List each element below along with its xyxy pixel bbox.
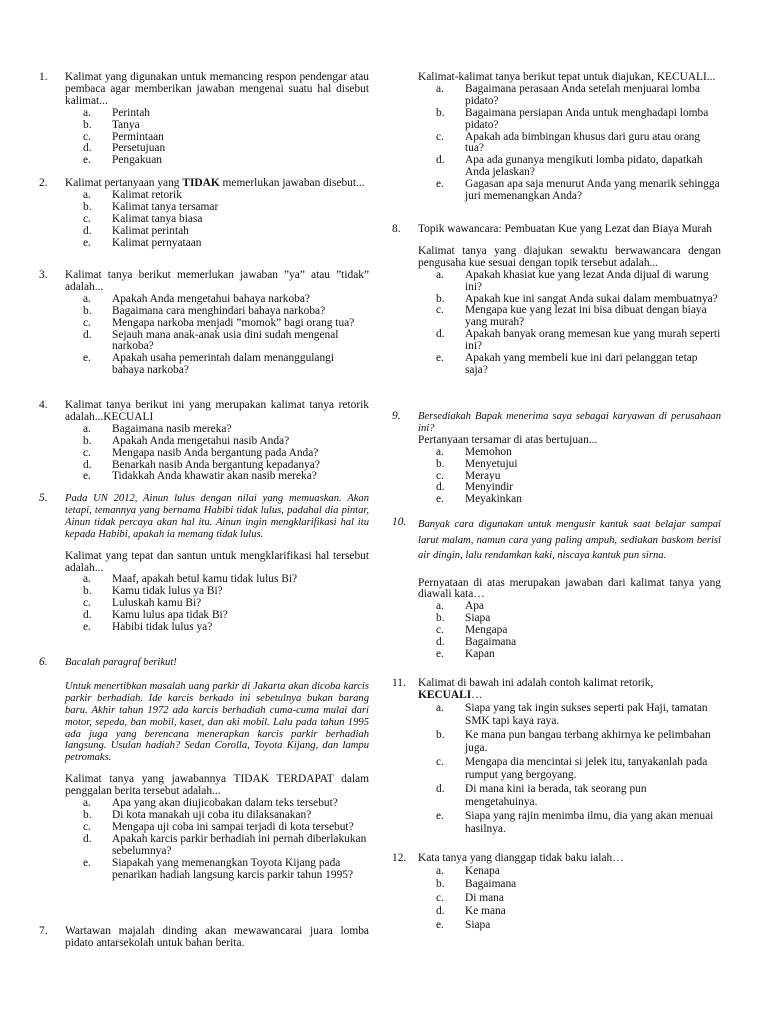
passage-text: Pada UN 2012, Ainun lulus dengan nilai yang memuaskan. Akan tetapi, temannya yang bernama Habibi tidak lulus, padahal dia pintar, Ainun tidak percaya akan hal itu. Ainun ingin mengklarifikasi hal itu kepada Habibi, apakah ia memang tidak lulus. bbox=[65, 493, 369, 540]
question-text: Kalimat tanya yang jawabannya TIDAK TERDAPAT dalam penggalan berita tersebut adalah... bbox=[65, 773, 369, 798]
option-c: c. Apakah ada bimbingan khusus dari guru atau orang tua? bbox=[436, 130, 701, 155]
option-c: c. Permintaan bbox=[83, 130, 164, 143]
question-3 bbox=[39, 270, 369, 377]
options-list bbox=[83, 294, 369, 377]
question-number: 6. bbox=[39, 656, 48, 668]
question-number: 4. bbox=[39, 399, 48, 411]
option-d: d. Persetujuan bbox=[83, 142, 166, 155]
option-e: e. Pengakuan bbox=[83, 154, 162, 167]
option-c: c. Mengapa kue yang lezat ini bisa dibuat dengan biaya yang murah? bbox=[436, 304, 707, 329]
option-c: c. Mengapa uji coba ini sampai terjadi di kota tersebut? bbox=[83, 820, 354, 833]
options-list bbox=[436, 270, 721, 377]
option-d: d. Ke mana bbox=[436, 905, 506, 918]
question-5 bbox=[39, 493, 369, 634]
option-b: b. Tanya bbox=[83, 118, 140, 131]
option-a: a. Bagaimana perasaan Anda setelah menjuarai lomba pidato? bbox=[436, 82, 700, 107]
option-c: c. Kalimat tanya biasa bbox=[83, 212, 203, 225]
options-list bbox=[436, 865, 721, 933]
question-number: 1. bbox=[39, 71, 48, 83]
option-a: a. Bagaimana nasib mereka? bbox=[83, 422, 232, 435]
question-text: Kalimat tanya yang diajukan sewaktu berwawancara dengan pengusaha kue sesuai dengan topik tersebut adalah... bbox=[418, 244, 721, 269]
options-list bbox=[436, 84, 721, 203]
question-7-continued bbox=[392, 72, 721, 203]
option-b: b. Bagaimana bbox=[436, 878, 517, 891]
option-e: e. Siapakah yang memenangkan Toyota Kijang pada penarikan hadiah langsung karcis parkir tahun 1995? bbox=[83, 856, 354, 881]
option-e: e. Apakah yang membeli kue ini dari pelanggan tetap saja? bbox=[436, 352, 698, 376]
option-b: b. Bagaimana persiapan Anda untuk menghadapi lomba pidato? bbox=[436, 106, 709, 131]
option-a: a. Perintah bbox=[83, 106, 150, 119]
option-e: e. Siapa bbox=[436, 918, 491, 931]
question-4 bbox=[39, 400, 369, 483]
question-number: 9. bbox=[392, 410, 401, 422]
option-d: d. Di mana kini ia berada, tak seorang pun mengetahuinya. bbox=[436, 782, 647, 809]
question-12 bbox=[392, 853, 721, 932]
option-a: a. Kalimat retorik bbox=[83, 188, 182, 201]
question-text: Pertanyaan tersamar di atas bertujuan... bbox=[418, 433, 598, 446]
option-d: d. Kalimat perintah bbox=[83, 224, 189, 237]
option-c: c. Mengapa dia mencintai si jelek itu, tanyakanlah pada rumput yang bergoyang. bbox=[436, 755, 708, 782]
question-number: 3. bbox=[39, 269, 48, 281]
option-e: e. Tidakkah Anda khawatir akan nasib mereka? bbox=[83, 470, 317, 483]
passage-text: Banyak cara digunakan untuk mengusir kantuk saat belajar sampai larut malam, namun cara yang paling ampuh, sediakan baskom berisi air dingin, lalu rendamkan kaki, niscaya kantuk pun sirna. bbox=[418, 519, 721, 561]
question-text: Kalimat-kalimat tanya berikut tepat untuk diajukan, KECUALI... bbox=[418, 71, 716, 83]
emphasis-tidak: TIDAK bbox=[182, 177, 220, 189]
option-b: b. Kalimat tanya tersamar bbox=[83, 200, 219, 213]
option-b: b. Kamu tidak lulus ya Bi? bbox=[83, 585, 223, 598]
instruction-text: Bacalah paragraf berikut! bbox=[65, 657, 177, 668]
options-list bbox=[436, 702, 721, 837]
options-list bbox=[83, 108, 369, 168]
question-text: Kalimat pertanyaan yang TIDAK memerlukan jawaban disebut... bbox=[65, 177, 365, 189]
question-text: Kalimat di bawah ini adalah contoh kalimat retorik, KECUALI… bbox=[418, 677, 654, 701]
options-list bbox=[83, 574, 369, 634]
question-number: 8. bbox=[392, 223, 401, 235]
option-a: a. Maaf, apakah betul kamu tidak lulus Bi? bbox=[83, 573, 298, 586]
option-c: c. Mengapa nasib Anda bergantung pada Anda? bbox=[83, 446, 319, 459]
option-c: c. Mengapa narkoba menjadi ”momok” bagi orang tua? bbox=[83, 316, 355, 329]
option-a: a. Kenapa bbox=[436, 864, 500, 877]
question-text: Kalimat tanya berikut memerlukan jawaban ”ya” atau ”tidak” adalah... bbox=[65, 269, 369, 293]
option-a: a. Siapa yang tak ingin sukses seperti pak Haji, tamatan SMK tapi kaya raya. bbox=[436, 701, 708, 728]
option-d: d. Sejauh mana anak-anak usia dini sudah mengenal narkoba? bbox=[83, 328, 339, 353]
option-c: c. Mengapa bbox=[436, 624, 508, 637]
option-e: e. Meyakinkan bbox=[436, 493, 522, 506]
question-2 bbox=[39, 178, 369, 249]
option-e: e. Habibi tidak lulus ya? bbox=[83, 621, 213, 634]
question-text: Wartawan majalah dinding akan mewawancarai juara lomba pidato antarsekolah untuk bahan berita. bbox=[65, 925, 369, 949]
option-d: d. Apakah karcis parkir berhadiah ini pernah diberlakukan sebelumnya? bbox=[83, 832, 367, 857]
option-c: c. Di mana bbox=[436, 891, 504, 904]
option-b: b. Di kota manakah uji coba itu dilaksanakan? bbox=[83, 808, 312, 821]
option-d: d. Apakah banyak orang memesan kue yang murah seperti ini? bbox=[436, 328, 721, 353]
option-d: d. Bagaimana bbox=[436, 636, 517, 649]
option-e: e. Kapan bbox=[436, 647, 495, 660]
option-b: b. Menyetujui bbox=[436, 457, 518, 470]
question-number: 2. bbox=[39, 177, 48, 189]
passage-text: Untuk menertibkan masalah uang parkir di Jakarta akan dicoba karcis parkir berhadiah. Ide karcis berkado ini sebetulnya bukan barang baru. Akhir tahun 1972 ada karcis berhadiah cuma-cuma mulai dari motor, sepeda, ban mobil, kaset, dan aki mobil. Lalu pada tahun 1995 ada juga yang berencana menerapkan karcis parkir berhadiah langsung. Usulan hadiah? Sedan Corolla, Toyota Kijang, dan lampu petromaks. bbox=[65, 680, 369, 764]
option-e: e. Siapa yang rajin menimba ilmu, dia yang akan menuai hasilnya. bbox=[436, 809, 714, 836]
option-b: b. Apakah kue ini sangat Anda sukai dalam membuatnya? bbox=[436, 292, 718, 305]
question-text: Kalimat yang tepat dan santun untuk mengklarifikasi hal tersebut adalah... bbox=[65, 549, 369, 574]
question-10 bbox=[392, 517, 721, 661]
option-d: d. Apa ada gunanya mengikuti lomba pidato, dapatkah Anda jelaskan? bbox=[436, 154, 703, 179]
options-list bbox=[436, 447, 721, 507]
option-b: b. Bagaimana cara menghindari bahaya narkoba? bbox=[83, 304, 326, 317]
option-a: a. Apa bbox=[436, 600, 484, 613]
passage-text: Bersediakah Bapak menerima saya sebagai karyawan di perusahaan ini? bbox=[418, 411, 721, 434]
question-number: 5. bbox=[39, 492, 48, 504]
option-b: b. Ke mana pun bangau terbang akhirnya ke pelimbahan juga. bbox=[436, 728, 711, 755]
question-number: 10. bbox=[392, 516, 407, 528]
options-list bbox=[436, 601, 721, 661]
question-11 bbox=[392, 678, 721, 837]
question-number: 12. bbox=[392, 852, 407, 864]
option-c: c. Luluskah kamu Bi? bbox=[83, 597, 202, 610]
question-9 bbox=[392, 411, 721, 506]
question-7 bbox=[39, 926, 369, 950]
option-e: e. Apakah usaha pemerintah dalam menanggulangi bahaya narkoba? bbox=[83, 352, 335, 377]
question-1 bbox=[39, 72, 369, 167]
option-d: d. Kamu lulus apa tidak Bi? bbox=[83, 609, 228, 622]
question-6 bbox=[39, 657, 369, 881]
question-number: 11. bbox=[392, 677, 406, 689]
question-number: 7. bbox=[39, 925, 48, 937]
option-a: a. Memohon bbox=[436, 445, 512, 458]
question-text: Pernyataan di atas merupakan jawaban dari kalimat tanya yang diawali kata… bbox=[418, 576, 721, 601]
question-text: Kalimat yang digunakan untuk memancing respon pendengar atau pembaca agar memberikan jawaban mengenai suatu hal disebut kalimat... bbox=[65, 71, 369, 107]
option-a: a. Apa yang akan diujicobakan dalam teks tersebut? bbox=[83, 797, 338, 810]
option-b: b. Apakah Anda mengetahui nasib Anda? bbox=[83, 434, 290, 447]
option-d: d. Benarkah nasib Anda bergantung kepadanya? bbox=[83, 458, 320, 471]
question-8 bbox=[392, 224, 721, 377]
option-d: d. Menyindir bbox=[436, 481, 514, 494]
option-a: a. Apakah khasiat kue yang lezat Anda dijual di warung ini? bbox=[436, 268, 709, 293]
option-c: c. Merayu bbox=[436, 469, 501, 482]
options-list bbox=[83, 190, 369, 250]
question-text: Kata tanya yang dianggap tidak baku ialah… bbox=[418, 852, 624, 864]
emphasis-kecuali: KECUALI bbox=[418, 688, 472, 701]
option-a: a. Apakah Anda mengetahui bahaya narkoba? bbox=[83, 292, 310, 305]
question-text: Kalimat tanya berikut ini yang merupakan kalimat tanya retorik adalah...KECUALI bbox=[65, 399, 369, 423]
options-list bbox=[83, 424, 369, 484]
option-e: e. Gagasan apa saja menurut Anda yang menarik sehingga juri memenangkan Anda? bbox=[436, 178, 720, 203]
option-b: b. Siapa bbox=[436, 612, 491, 625]
options-list bbox=[83, 798, 369, 881]
option-e: e. Kalimat pernyataan bbox=[83, 236, 202, 249]
topic-text: Topik wawancara: Pembuatan Kue yang Lezat dan Biaya Murah bbox=[418, 223, 712, 235]
